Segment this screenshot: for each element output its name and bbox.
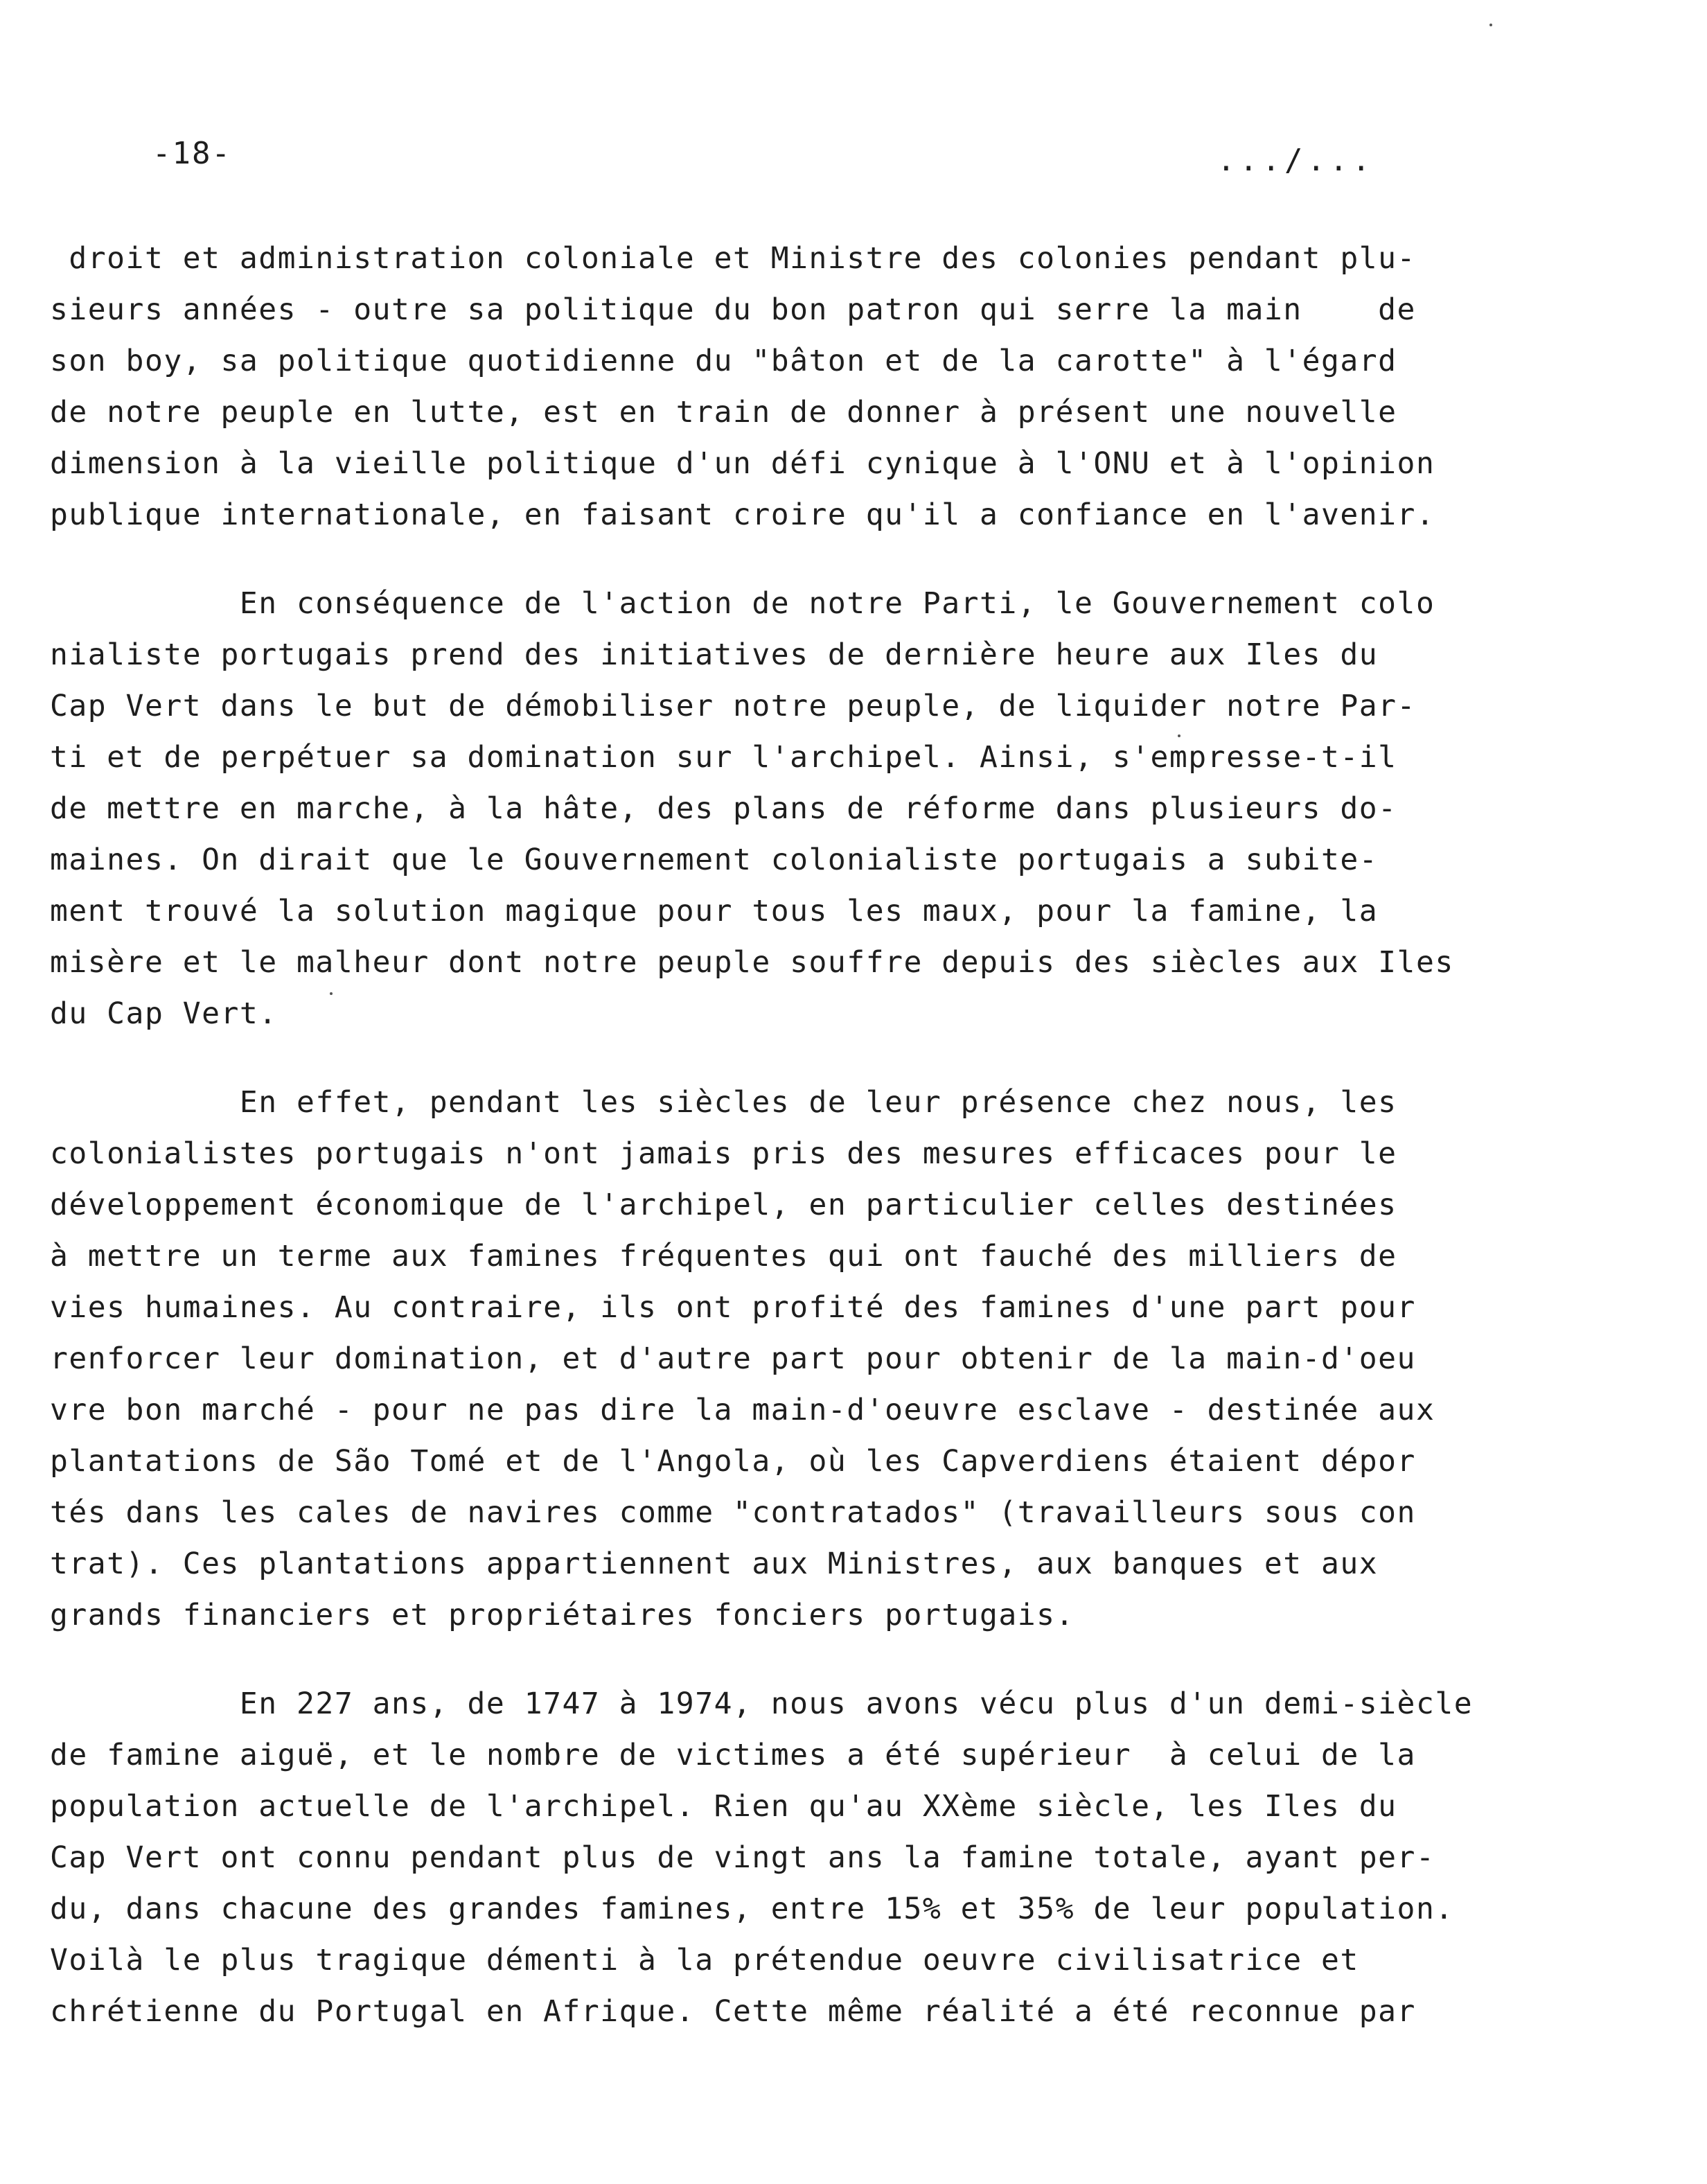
text-line: En effet, pendant les siècles de leur présence chez nous, les — [50, 1085, 1397, 1120]
text-line: trat). Ces plantations appartiennent aux Ministres, aux banques et aux — [50, 1547, 1379, 1581]
paragraph-gap — [50, 540, 1574, 578]
text-line: tés dans les cales de navires comme "contratados" (travailleurs sous con — [50, 1495, 1416, 1530]
continuation-mark: .../... — [1217, 143, 1374, 178]
text-line: Voilà le plus tragique démenti à la prétendue oeuvre civilisatrice et — [50, 1943, 1359, 1978]
text-line: colonialistes portugais n'ont jamais pris des mesures efficaces pour le — [50, 1136, 1397, 1171]
text-line: maines. On dirait que le Gouvernement colonialiste portugais a subite- — [50, 843, 1379, 877]
paragraph-gap — [50, 1641, 1574, 1678]
text-line: de notre peuple en lutte, est en train de donner à présent une nouvelle — [50, 395, 1397, 430]
paragraph-2 — [50, 578, 1574, 1039]
text-line: de mettre en marche, à la hâte, des plans de réforme dans plusieurs do- — [50, 791, 1397, 826]
text-line: plantations de São Tomé et de l'Angola, où les Capverdiens étaient dépor — [50, 1444, 1416, 1479]
text-line: du, dans chacune des grandes famines, entre 15% et 35% de leur population. — [50, 1892, 1454, 1926]
text-line: dimension à la vieille politique d'un défi cynique à l'ONU et à l'opinion — [50, 446, 1435, 481]
page-header — [152, 136, 1374, 177]
text-line: En 227 ans, de 1747 à 1974, nous avons vécu plus d'un demi-siècle — [50, 1687, 1474, 1721]
text-line: En conséquence de l'action de notre Parti, le Gouvernement colo — [50, 586, 1435, 621]
text-line: vre bon marché - pour ne pas dire la main-d'oeuvre esclave - destinée aux — [50, 1393, 1435, 1427]
text-line: développement économique de l'archipel, en particulier celles destinées — [50, 1188, 1397, 1222]
paragraph-4 — [50, 1678, 1574, 2037]
text-line: population actuelle de l'archipel. Rien qu'au XXème siècle, les Iles du — [50, 1789, 1397, 1824]
text-line: publique internationale, en faisant croire qu'il a confiance en l'avenir. — [50, 497, 1435, 532]
text-line: nialiste portugais prend des initiatives de dernière heure aux Iles du — [50, 637, 1379, 672]
text-line: ti et de perpétuer sa domination sur l'archipel. Ainsi, s'empresse-t-il — [50, 740, 1397, 775]
text-line: misère et le malheur dont notre peuple souffre depuis des siècles aux Iles — [50, 945, 1454, 980]
scan-speck — [1178, 734, 1180, 737]
scan-speck — [330, 992, 333, 995]
paragraph-3 — [50, 1077, 1574, 1641]
body-text — [50, 233, 1574, 2037]
text-line: du Cap Vert. — [50, 996, 278, 1031]
page-number: -18- — [152, 136, 231, 171]
text-line: ment trouvé la solution magique pour tous les maux, pour la famine, la — [50, 894, 1379, 928]
paragraph-1 — [50, 233, 1574, 540]
scan-speck — [1489, 24, 1492, 26]
text-line: vies humaines. Au contraire, ils ont profité des famines d'une part pour — [50, 1290, 1416, 1325]
text-line: droit et administration coloniale et Ministre des colonies pendant plu- — [50, 241, 1416, 276]
paragraph-gap — [50, 1039, 1574, 1077]
text-line: Cap Vert ont connu pendant plus de vingt ans la famine totale, ayant per- — [50, 1840, 1435, 1875]
text-line: à mettre un terme aux famines fréquentes qui ont fauché des milliers de — [50, 1239, 1397, 1274]
text-line: chrétienne du Portugal en Afrique. Cette même réalité a été reconnue par — [50, 1994, 1416, 2029]
text-line: grands financiers et propriétaires fonciers portugais. — [50, 1598, 1074, 1632]
text-line: renforcer leur domination, et d'autre part pour obtenir de la main-d'oeu — [50, 1341, 1416, 1376]
text-line: son boy, sa politique quotidienne du "bâton et de la carotte" à l'égard — [50, 344, 1397, 378]
text-line: sieurs années - outre sa politique du bon patron qui serre la main de — [50, 292, 1416, 327]
text-line: de famine aiguë, et le nombre de victimes a été supérieur à celui de la — [50, 1738, 1416, 1772]
text-line: Cap Vert dans le but de démobiliser notre peuple, de liquider notre Par- — [50, 689, 1416, 723]
